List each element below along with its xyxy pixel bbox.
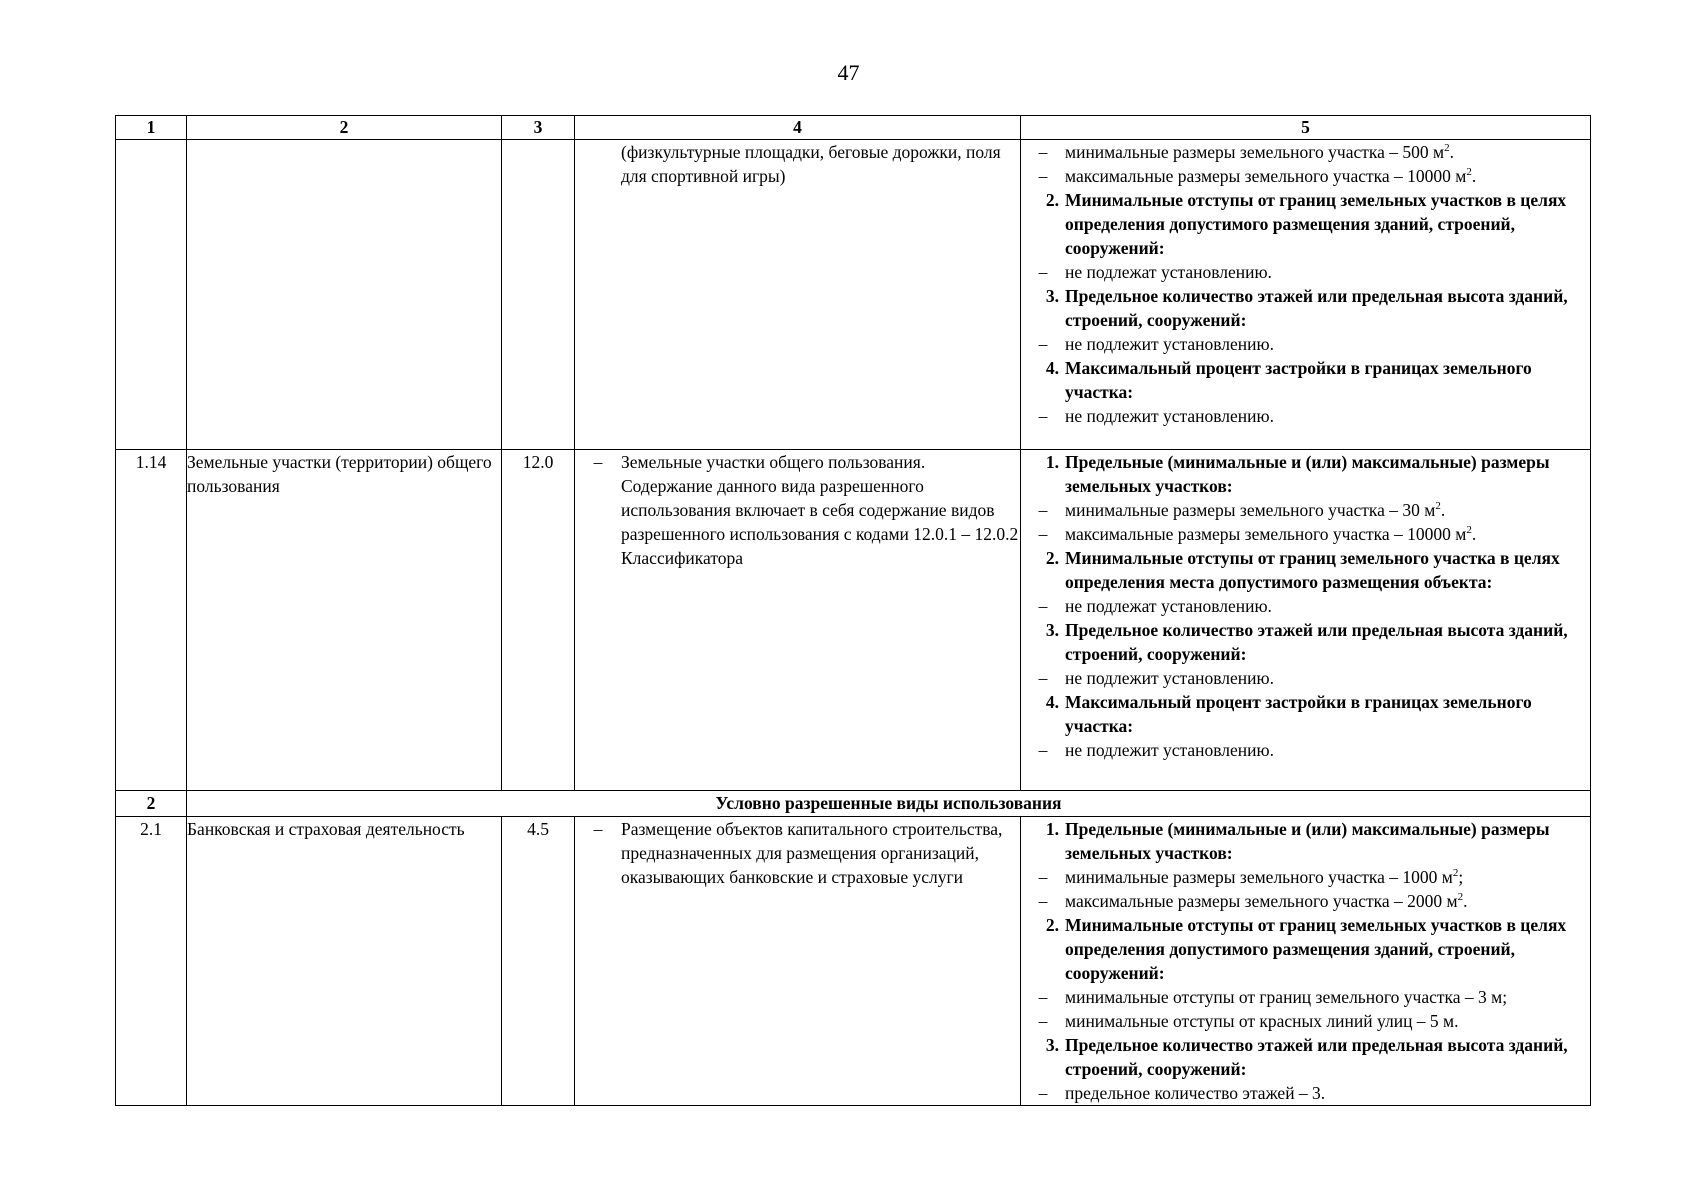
parameter-heading: [1021, 618, 1590, 666]
number-marker: 2.: [1045, 915, 1059, 935]
parameter-heading: [1021, 356, 1590, 404]
parameter-text-main: Минимальные отступы от границ земельных участков в целях определения допустимого размещения зданий, строений, сооружений:: [1065, 915, 1567, 983]
parameter-text: [1065, 1033, 1590, 1081]
parameter-text: [1065, 164, 1590, 188]
description-cell: [575, 140, 1021, 450]
parameter-item: [1021, 260, 1590, 284]
parameter-text: [1065, 140, 1590, 164]
parameter-text-main: не подлежат установлению.: [1065, 262, 1272, 282]
vri-code-cell: [502, 140, 575, 450]
parameter-text-tail: .: [1463, 891, 1468, 911]
parameter-item: [1021, 498, 1590, 522]
parameter-text: [1065, 404, 1590, 428]
parameter-text: [1065, 865, 1590, 889]
vri-code-cell: 12.0: [502, 450, 575, 791]
parameter-heading: [1021, 450, 1590, 498]
parameter-text: [1065, 817, 1590, 865]
number-marker: 2.: [1045, 190, 1059, 210]
parameter-text-main: минимальные отступы от границ земельного участка – 3 м;: [1065, 987, 1508, 1007]
superscript: 2: [1466, 524, 1472, 537]
parameter-item: [1021, 738, 1590, 762]
dash-marker: –: [1038, 334, 1048, 354]
parameter-text: [1065, 594, 1590, 618]
parameter-text-main: не подлежит установлению.: [1065, 668, 1274, 688]
parameter-item: [1021, 332, 1590, 356]
parameter-text: [1065, 356, 1590, 404]
parameter-text-main: не подлежит установлению.: [1065, 334, 1274, 354]
parameter-text: [1065, 985, 1590, 1009]
regulations-table: [115, 115, 1591, 1106]
parameter-text: [1065, 332, 1590, 356]
name-cell: Земельные участки (территории) общего пользования: [187, 450, 502, 791]
parameter-text-main: не подлежат установлению.: [1065, 596, 1272, 616]
number-marker: 3.: [1045, 1035, 1059, 1055]
section-code: 2: [116, 791, 187, 817]
dash-marker: –: [1038, 524, 1048, 544]
code-cell: [116, 140, 187, 450]
parameter-text-main: Предельные (минимальные и (или) максимальные) размеры земельных участков:: [1065, 452, 1550, 496]
parameter-text-main: Предельное количество этажей или предельная высота зданий, строений, сооружений:: [1065, 286, 1568, 330]
parameter-text-main: Предельное количество этажей или предельная высота зданий, строений, сооружений:: [1065, 620, 1568, 664]
description-cell: [575, 817, 1021, 1106]
header-cell: 5: [1021, 116, 1591, 140]
number-marker: 4.: [1045, 358, 1059, 378]
description-text: Земельные участки общего пользования. Содержание данного вида разрешенного использования включает в себя содержание видов разрешенного использования с кодами 12.0.1 – 12.0.2 Классификатора: [621, 452, 1019, 568]
superscript: 2: [1435, 500, 1441, 513]
number-marker: 3.: [1045, 286, 1059, 306]
dash-marker: –: [1038, 500, 1048, 520]
parameter-text-tail: .: [1449, 142, 1454, 162]
number-marker: 1.: [1045, 452, 1059, 472]
name-cell: [187, 140, 502, 450]
dash-marker: –: [1038, 406, 1048, 426]
parameter-text-main: минимальные размеры земельного участка – 30 м: [1065, 500, 1436, 520]
number-marker: 4.: [1045, 692, 1059, 712]
parameter-text: [1065, 913, 1590, 985]
parameter-text-main: не подлежит установлению.: [1065, 406, 1274, 426]
parameter-text-main: максимальные размеры земельного участка – 2000 м: [1065, 891, 1458, 911]
parameter-heading: [1021, 1033, 1590, 1081]
parameter-heading: [1021, 913, 1590, 985]
vri-code-cell: 4.5: [502, 817, 575, 1106]
number-marker: 1.: [1045, 819, 1059, 839]
name-cell: Банковская и страховая деятельность: [187, 817, 502, 1106]
description-text: (физкультурные площадки, беговые дорожки, поля для спортивной игры): [621, 142, 1001, 186]
parameter-text-main: Предельное количество этажей или предельная высота зданий, строений, сооружений:: [1065, 1035, 1568, 1079]
superscript: 2: [1444, 142, 1450, 155]
header-cell: 1: [116, 116, 187, 140]
parameter-text-tail: ;: [1458, 867, 1464, 887]
parameter-heading: [1021, 817, 1590, 865]
number-marker: 3.: [1045, 620, 1059, 640]
page-number: 47: [837, 60, 860, 85]
parameter-text: [1065, 260, 1590, 284]
parameter-item: [1021, 889, 1590, 913]
parameter-heading: [1021, 284, 1590, 332]
dash-marker: –: [1038, 987, 1048, 1007]
dash-marker: –: [1038, 142, 1048, 162]
superscript: 2: [1457, 891, 1464, 904]
parameter-heading: [1021, 546, 1590, 594]
table-row: [116, 140, 1591, 450]
parameter-heading: [1021, 188, 1590, 260]
dash-marker: –: [1038, 1011, 1048, 1031]
parameter-item: [1021, 865, 1590, 889]
number-marker: 2.: [1045, 548, 1059, 568]
parameter-item: [1021, 985, 1590, 1009]
parameter-text: [1065, 1081, 1590, 1105]
parameter-item: [1021, 1009, 1590, 1033]
header-cell: 4: [575, 116, 1021, 140]
header-cell: 2: [187, 116, 502, 140]
parameter-text: [1065, 618, 1590, 666]
dash-marker: –: [1038, 596, 1048, 616]
parameters-cell: [1021, 450, 1591, 791]
dash-marker: –: [593, 452, 603, 472]
section-row: [116, 791, 1591, 817]
parameter-text-main: предельное количество этажей – 3.: [1065, 1083, 1326, 1103]
parameter-text-main: Минимальные отступы от границ земельных участков в целях определения допустимого размещения зданий, строений, сооружений:: [1065, 190, 1567, 258]
parameter-text-main: минимальные размеры земельного участка – 1000 м: [1065, 867, 1453, 887]
dash-marker: –: [1038, 891, 1048, 911]
parameter-text: [1065, 546, 1590, 594]
dash-marker: –: [1038, 262, 1048, 282]
parameter-text: [1065, 188, 1590, 260]
parameter-text: [1065, 889, 1590, 913]
description-cell: [575, 450, 1021, 791]
superscript: 2: [1452, 867, 1459, 880]
code-cell: 2.1: [116, 817, 187, 1106]
description-text: Размещение объектов капитального строительства, предназначенных для размещения организаций, оказывающих банковские и страховые услуги: [621, 819, 1003, 887]
parameters-cell: [1021, 140, 1591, 450]
section-title: Условно разрешенные виды использования: [187, 791, 1591, 817]
header-cell: 3: [502, 116, 575, 140]
header-row: [116, 116, 1591, 140]
parameter-text-main: Максимальный процент застройки в границах земельного участка:: [1065, 358, 1532, 402]
parameter-text: [1065, 522, 1590, 546]
parameter-text-main: минимальные размеры земельного участка – 500 м: [1065, 142, 1445, 162]
parameter-text-tail: .: [1440, 500, 1446, 520]
dash-marker: –: [1038, 668, 1048, 688]
parameter-item: [1021, 522, 1590, 546]
parameter-heading: [1021, 690, 1590, 738]
dash-marker: –: [1038, 867, 1048, 887]
dash-marker: –: [593, 819, 603, 839]
parameter-text-tail: .: [1471, 166, 1477, 186]
parameter-text-main: Предельные (минимальные и (или) максимальные) размеры земельных участков:: [1065, 819, 1550, 863]
dash-marker: –: [1038, 166, 1048, 186]
parameter-text: [1065, 450, 1590, 498]
parameter-text-main: Минимальные отступы от границ земельного участка в целях определения места допустимого размещения объекта:: [1065, 548, 1560, 592]
parameter-item: [1021, 140, 1590, 164]
table-row: [116, 817, 1591, 1106]
dash-marker: –: [1038, 740, 1048, 760]
parameters-cell: [1021, 817, 1591, 1106]
parameter-item: [1021, 404, 1590, 428]
parameter-text-main: максимальные размеры земельного участка – 10000 м: [1065, 524, 1467, 544]
parameter-text: [1065, 284, 1590, 332]
parameter-item: [1021, 594, 1590, 618]
parameter-text-main: минимальные отступы от красных линий улиц – 5 м.: [1065, 1011, 1459, 1031]
code-cell: 1.14: [116, 450, 187, 791]
superscript: 2: [1466, 166, 1472, 179]
dash-marker: –: [1038, 1083, 1048, 1103]
parameter-text-main: Максимальный процент застройки в границах земельного участка:: [1065, 692, 1532, 736]
parameter-item: [1021, 164, 1590, 188]
parameter-text-main: максимальные размеры земельного участка – 10000 м: [1065, 166, 1467, 186]
table-row: [116, 450, 1591, 791]
parameter-text: [1065, 690, 1590, 738]
parameter-text: [1065, 666, 1590, 690]
parameter-text: [1065, 738, 1590, 762]
parameter-text: [1065, 498, 1590, 522]
parameter-text: [1065, 1009, 1590, 1033]
parameter-item: [1021, 666, 1590, 690]
parameter-text-main: не подлежит установлению.: [1065, 740, 1274, 760]
parameter-text-tail: .: [1471, 524, 1477, 544]
parameter-item: [1021, 1081, 1590, 1105]
